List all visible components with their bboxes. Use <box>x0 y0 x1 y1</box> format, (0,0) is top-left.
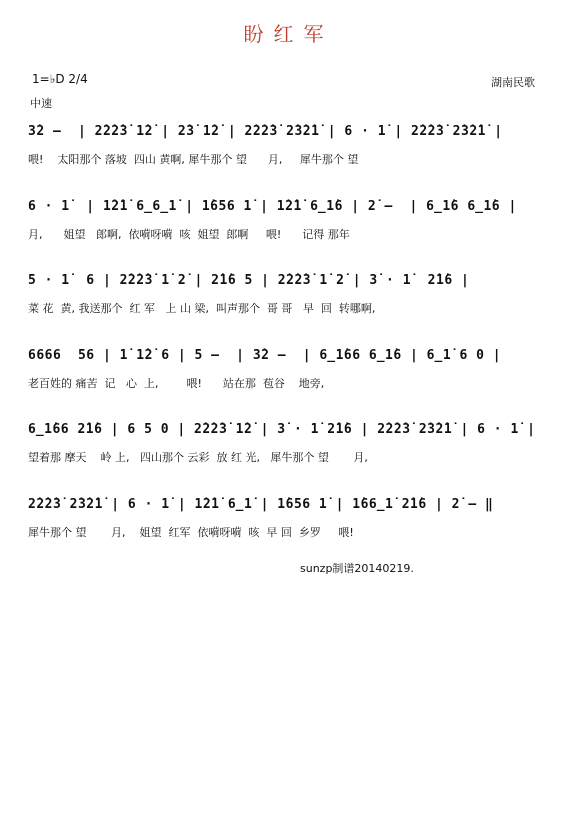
lyrics-line: 望着那 摩天 岭 上, 四山那个 云彩 放 红 光, 犀牛那个 望 月, <box>28 451 368 464</box>
transcriber-credit: sunzp制谱20140219. <box>300 562 414 575</box>
score-system <box>28 410 542 480</box>
notation-line: 5 · 1̇ 6 | 2̇2̇2̇3̇ 1̇ 2̇ | 2̇1̇6 5 | 2̇2̇2̇3̇ 1̇ 2̇ | 3̇ · 1̇ 2̇1̇6 | <box>28 273 470 288</box>
notation-line: 6666 56 | 1̇ 1̇2̇ 6 | 5 – | 3̇2 – | 6̲1̇66 6̲1̇6 | 6̲1̇ 6 0 | <box>28 348 502 363</box>
score-system <box>28 261 542 331</box>
notation-line: 3̇2 – | 2̇2̇2̇3̇ 1̇2̇ | 2̇3̇ 1̇2̇ | 2̇2̇2̇3̇ 2̇3̇2̇1̇ | 6 · 1̇ | 2̇2̇2̇3̇ 2̇3̇2̇1̇ | <box>28 124 503 139</box>
lyrics-line: 月, 姐望 郎啊, 依嗬呀嗬 咳 姐望 郎啊 喂! 记得 那年 <box>28 228 350 241</box>
score-system <box>28 112 542 182</box>
lyrics-line: 喂! 太阳那个 落坡 四山 黄啊, 犀牛那个 望 月, 犀牛那个 望 <box>28 153 359 166</box>
lyrics-line: 老百姓的 痛苦 记 心 上, 喂! 站在那 苞谷 地旁, <box>28 377 325 390</box>
notation-line: 6̲1̇66 2̇1̇6 | 6 5 0 | 2̇2̇2̇3̇ 1̇2̇ | 3̇ · 1̇ 2̇1̇6 | 2̇2̇2̇3̇ 2̇3̇2̇1̇ | 6 · 1̇ | <box>28 422 536 437</box>
song-title: 盼红军 <box>243 22 334 46</box>
lyrics-line: 菜 花 黄, 我送那个 红 军 上 山 梁, 叫声那个 哥 哥 早 回 转哪啊, <box>28 302 376 315</box>
key-signature: 1=♭D 2/4 <box>32 72 88 86</box>
tempo-marking: 中速 <box>30 97 52 110</box>
notation-line: 6 · 1̇ | 1̇2̇1̇ 6̲6̲1̇ | 1̇656 1̇ | 1̇2̇1̇ 6̲1̇6 | 2̇ – | 6̲1̇6 6̲1̇6 | <box>28 199 517 214</box>
song-source: 湖南民歌 <box>491 76 535 89</box>
lyrics-line: 犀牛那个 望 月, 姐望 红军 依嗬呀嗬 咳 早 回 乡罗 喂! <box>28 526 354 539</box>
score-system <box>28 336 542 406</box>
notation-line: 2̇2̇2̇3̇ 2̇3̇2̇1̇ | 6 · 1̇ | 1̇2̇1̇ 6̲1̇ | 1̇656 1̇ | 1̇66̲1̇ 2̇1̇6 | 2̇ – ‖ <box>28 497 494 512</box>
score-system <box>28 485 542 555</box>
score-system <box>28 187 542 257</box>
